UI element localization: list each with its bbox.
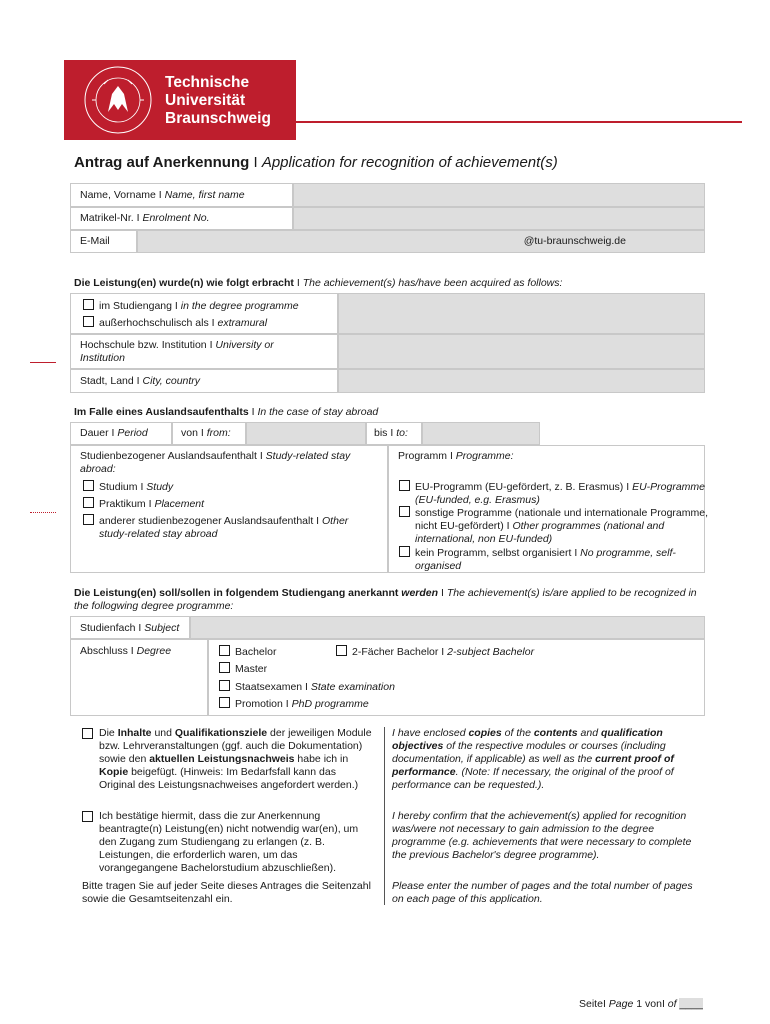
- programm-en: Programme:: [455, 450, 514, 462]
- text-bold: Kopie: [99, 766, 129, 778]
- sep: I: [296, 277, 300, 289]
- footer-of: of: [667, 998, 677, 1010]
- bis-en: to:: [396, 427, 408, 439]
- sep: I: [200, 427, 204, 439]
- sep: I: [305, 681, 308, 693]
- checkbox-icon[interactable]: [399, 506, 410, 517]
- sep: I: [136, 375, 140, 387]
- city-label-en: City, country: [142, 375, 201, 387]
- checkbox-icon[interactable]: [82, 811, 93, 822]
- checkbox-icon[interactable]: [219, 645, 230, 656]
- text-run: habe ich in: [294, 753, 349, 765]
- degree-options-cell: [208, 639, 705, 716]
- city-label-cell: [70, 369, 338, 393]
- sep: I: [148, 498, 152, 510]
- sep: I: [211, 317, 215, 329]
- anderer-en: Other study-related stay abroad: [99, 515, 349, 540]
- sonstige-en: Other programmes (national and international, non EU-funded): [415, 520, 665, 545]
- logo-wordmark: [165, 74, 271, 128]
- praktikum-en: Placement: [154, 498, 205, 510]
- sep: I: [449, 450, 453, 462]
- text-bold: contents: [533, 727, 578, 739]
- checkbox-icon[interactable]: [399, 546, 410, 557]
- acquired-options-cell: [70, 293, 338, 334]
- option-state-exam[interactable]: [219, 680, 395, 694]
- subject-de: Studienfach: [80, 622, 136, 634]
- subject-label-cell: [70, 616, 190, 639]
- option-extramural[interactable]: [83, 316, 267, 330]
- logo-line1: Technische: [165, 74, 250, 91]
- title-de: Antrag auf Anerkennung: [74, 154, 250, 171]
- abschluss-en: Degree: [136, 645, 172, 657]
- checkbox-icon[interactable]: [83, 299, 94, 310]
- sep: I: [506, 520, 510, 532]
- email-domain: @tu-braunschweig.de: [523, 235, 626, 247]
- text-bold: qualification objectives: [392, 727, 663, 752]
- checkbox-icon[interactable]: [399, 480, 410, 491]
- abroad-heading-en: In the case of stay abroad: [257, 406, 379, 418]
- punch-mark: [30, 512, 56, 514]
- two-subject-de: 2-Fächer Bachelor: [352, 646, 439, 658]
- sep: I: [136, 212, 140, 224]
- acquired-options-input[interactable]: [338, 293, 705, 334]
- footer-page: Page: [608, 998, 634, 1010]
- checkbox-icon[interactable]: [83, 316, 94, 327]
- period-label-cell: [70, 422, 172, 445]
- from-input[interactable]: [246, 422, 366, 445]
- dauer-en: Period: [117, 427, 148, 439]
- matrikel-label-en: Enrolment No.: [142, 212, 210, 224]
- confirm-enclosed-en: [392, 727, 696, 792]
- sep: I: [285, 698, 289, 710]
- sep: I: [111, 427, 115, 439]
- checkbox-icon[interactable]: [83, 514, 94, 525]
- sep: I: [316, 515, 320, 527]
- studium-de: Studium: [99, 481, 138, 493]
- sep: I: [602, 998, 606, 1010]
- column-divider: [384, 727, 385, 905]
- email-input[interactable]: [137, 230, 705, 253]
- matrikel-input[interactable]: [293, 207, 705, 230]
- checkbox-icon[interactable]: [219, 697, 230, 708]
- option-other-stay[interactable]: [83, 514, 379, 541]
- bachelor-label: Bachelor: [235, 646, 277, 658]
- option-two-subject-bachelor[interactable]: [336, 645, 534, 659]
- acquired-heading-en: The achievement(s) has/have been acquired as follows:: [302, 277, 563, 289]
- acquired-heading-de: Die Leistung(en) wurde(n) wie folgt erbracht: [74, 277, 294, 289]
- option-in-programme[interactable]: [83, 299, 299, 313]
- footer-von: von: [645, 998, 662, 1010]
- text-run: of the respective modules or courses (including documentation, if applicable) as well as the: [392, 740, 666, 765]
- confirm-not-necessary-en: I hereby confirm that the achievement(s) applied for recognition was/were not necessary to gain admission to the degree programme (e.g. achievements that were necessary to complete the previous Bachelor's degree programme).: [392, 810, 692, 861]
- degree-heading-en: The achievement(s) is/are applied to be recognized in the follogwing degree programme:: [74, 587, 697, 612]
- name-label-cell: [70, 183, 293, 207]
- anderer-de: anderer studienbezogener Auslandsaufenthalt: [99, 515, 314, 527]
- programme-cell: [388, 445, 708, 573]
- opt1-de: im Studiengang: [99, 300, 172, 312]
- option-bachelor[interactable]: [219, 645, 276, 659]
- promotion-en: PhD programme: [291, 698, 369, 710]
- option-master[interactable]: [219, 662, 267, 676]
- von-en: from:: [206, 427, 231, 439]
- kein-en: No programme, self-organised: [415, 547, 676, 572]
- text-bold: copies: [468, 727, 502, 739]
- text-bold: Qualifikationsziele: [174, 727, 268, 739]
- bis-de: bis: [374, 427, 388, 439]
- study-related-de: Studienbezogener Auslandsaufenthalt: [80, 450, 257, 462]
- university-seal-icon: [82, 64, 154, 136]
- abroad-heading: [74, 406, 378, 418]
- name-label-de: Name, Vorname: [80, 189, 156, 201]
- text-run: Die: [99, 727, 118, 739]
- checkbox-icon[interactable]: [82, 728, 93, 739]
- text-run: I have enclosed: [392, 727, 469, 739]
- text-run: . (Note: If necessary, the original of the proof of performance can be requested.).: [392, 766, 674, 791]
- header-rule: [296, 121, 742, 123]
- text-bold: Inhalte: [117, 727, 152, 739]
- text-run: of the: [501, 727, 534, 739]
- text-run: and: [577, 727, 601, 739]
- programm-de: Programm: [398, 450, 448, 462]
- degree-label-cell: [70, 639, 208, 716]
- subject-en: Subject: [144, 622, 180, 634]
- page-title: [74, 154, 558, 171]
- univ-label-de: Hochschule bzw. Institution: [80, 339, 207, 351]
- text-run: beigefügt. (Hinweis: Im Bedarfsfall kann das Original des Leistungsnachweises angefordert werden.): [99, 766, 359, 791]
- pages-note-en: Please enter the number of pages and the total number of pages on each page of this application.: [392, 880, 693, 905]
- checkbox-icon[interactable]: [219, 680, 230, 691]
- to-input[interactable]: [422, 422, 540, 445]
- opt1-en: in the degree programme: [180, 300, 299, 312]
- abroad-heading-de: Im Falle eines Auslandsaufenthalts: [74, 406, 249, 418]
- sep: I: [138, 622, 142, 634]
- text-run: und: [151, 727, 175, 739]
- option-no-programme[interactable]: [399, 546, 705, 573]
- opt2-de: außerhochschulisch als: [99, 317, 209, 329]
- tu-logo: [64, 60, 296, 140]
- sep: I: [259, 450, 263, 462]
- email-label-cell: [70, 230, 137, 253]
- degree-heading-de-werden: werden: [401, 587, 439, 599]
- email-label: E-Mail: [80, 235, 110, 247]
- subject-input[interactable]: [190, 616, 705, 639]
- sep: I: [174, 300, 178, 312]
- opt2-en: extramural: [217, 317, 268, 329]
- von-de: von: [181, 427, 198, 439]
- sep: I: [140, 481, 144, 493]
- univ-label-en: University or Institution: [80, 339, 274, 364]
- text-bold: aktuellen Leistungsnachweis: [149, 753, 295, 765]
- option-study[interactable]: [83, 480, 173, 494]
- text-bold: current proof of performance: [392, 753, 674, 778]
- to-label-cell: [366, 422, 422, 445]
- eu-de: EU-Programm (EU-gefördert, z. B. Erasmus): [415, 481, 624, 493]
- staats-en: State examination: [310, 681, 395, 693]
- option-eu-programme[interactable]: [399, 480, 705, 507]
- title-sep: I: [253, 154, 258, 171]
- city-input[interactable]: [338, 369, 705, 393]
- name-label-en: Name, first name: [164, 189, 245, 201]
- sonstige-de: sonstige Programme (nationale und internationale Programme, nicht EU-gefördert): [415, 507, 708, 532]
- kein-de: kein Programm, selbst organisiert: [415, 547, 572, 559]
- footer-page-value: 1: [636, 998, 643, 1010]
- logo-line3: Braunschweig: [165, 110, 271, 127]
- text-run: der jeweiligen Module bzw. Lehrveranstaltungen (ggf. auch die Dokumentation) sowie den: [99, 727, 372, 765]
- matrikel-label-cell: [70, 207, 293, 230]
- footer-seite: Seite: [579, 998, 603, 1010]
- university-input[interactable]: [338, 334, 705, 369]
- sep: I: [574, 547, 578, 559]
- degree-heading-de: Die Leistung(en) soll/sollen in folgendem Studiengang anerkannt: [74, 587, 399, 599]
- praktikum-de: Praktikum: [99, 498, 146, 510]
- footer-total-input[interactable]: ____: [679, 998, 703, 1010]
- checkbox-icon[interactable]: [336, 645, 347, 656]
- sep: I: [130, 645, 134, 657]
- sep: I: [158, 189, 162, 201]
- title-en: Application for recognition of achievement(s): [261, 154, 558, 171]
- checkbox-icon[interactable]: [83, 497, 94, 508]
- eu-en: EU-Programme (EU-funded, e.g. Erasmus): [415, 481, 705, 506]
- dauer-de: Dauer: [80, 427, 109, 439]
- confirm-c2-de-text: Ich bestätige hiermit, dass die zur Anerkennung beantragte(n) Leistung(en) nicht notwendig war(en), um den Zugang zum Studiengang zu erlangen (z. B. Leistungen, die erforderlich waren, um das vorangegangene Bachelorstudium abzuschließen).: [99, 810, 359, 874]
- abschluss-de: Abschluss: [80, 645, 128, 657]
- sep: I: [626, 481, 630, 493]
- option-other-programmes[interactable]: [399, 506, 711, 546]
- acquired-heading: [74, 277, 562, 289]
- sep: I: [661, 998, 665, 1010]
- name-input[interactable]: [293, 183, 705, 207]
- sep: I: [440, 587, 444, 599]
- staats-de: Staatsexamen: [235, 681, 303, 693]
- from-label-cell: [172, 422, 246, 445]
- studium-en: Study: [146, 481, 174, 493]
- sep: I: [441, 646, 445, 658]
- sep: I: [390, 427, 394, 439]
- promotion-de: Promotion: [235, 698, 283, 710]
- study-related-cell: [70, 445, 388, 573]
- degree-heading: [74, 587, 714, 613]
- confirm-enclosed-de[interactable]: [82, 727, 374, 792]
- sep: I: [251, 406, 255, 418]
- university-label-cell: [70, 334, 338, 369]
- checkbox-icon[interactable]: [83, 480, 94, 491]
- city-label-de: Stadt, Land: [80, 375, 134, 387]
- sep: I: [209, 339, 213, 351]
- checkbox-icon[interactable]: [219, 662, 230, 673]
- fold-mark: [30, 362, 56, 363]
- pages-note-de: Bitte tragen Sie auf jeder Seite dieses Antrages die Seitenzahl sowie die Gesamtseitenzahl ein.: [82, 880, 371, 905]
- logo-line2: Universität: [165, 92, 246, 109]
- matrikel-label-de: Matrikel-Nr.: [80, 212, 134, 224]
- study-related-en: Study-related stay abroad:: [80, 450, 351, 475]
- option-phd[interactable]: [219, 697, 369, 711]
- master-label: Master: [235, 663, 268, 675]
- page-number-footer: [579, 998, 703, 1011]
- option-placement[interactable]: [83, 497, 204, 511]
- confirm-not-necessary-de[interactable]: [82, 810, 374, 875]
- two-subject-en: 2-subject Bachelor: [447, 646, 535, 658]
